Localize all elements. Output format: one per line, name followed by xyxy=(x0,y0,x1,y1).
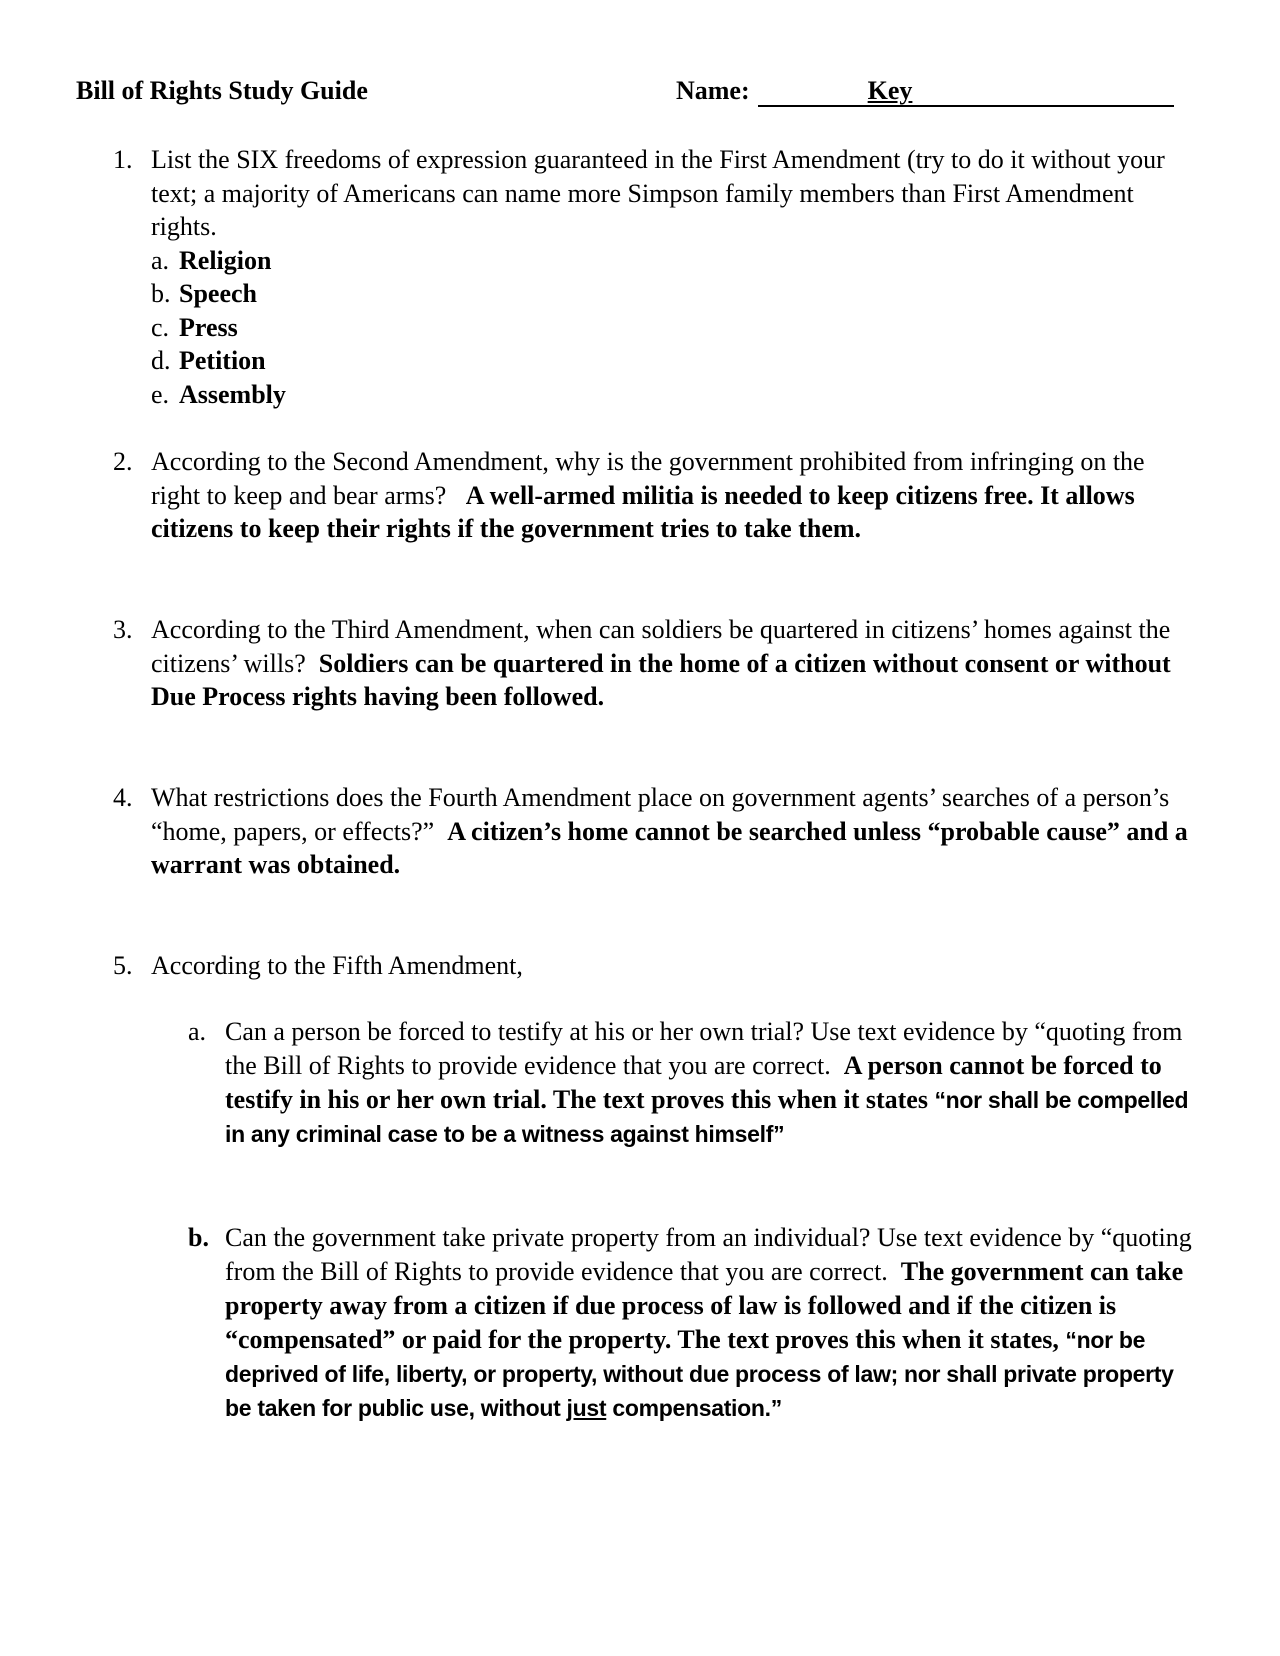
answer-text: A citizen’s home cannot be searched unless “probable cause” and a warrant was obtained. xyxy=(151,816,1188,879)
question-3 xyxy=(113,613,1193,714)
answer-text: Press xyxy=(179,312,238,342)
answer-item xyxy=(151,311,1193,345)
question-prompt: According to the Fifth Amendment, xyxy=(151,951,523,980)
item-letter: a. xyxy=(188,1017,207,1046)
page-title: Bill of Rights Study Guide xyxy=(76,76,368,105)
question-prompt: List the SIX freedoms of expression guaranteed in the First Amendment (try to do it without your text; a majority of Americans can name more Simpson family members than First Amendment rights. xyxy=(151,145,1165,241)
answer-item xyxy=(151,277,1193,311)
question-number: 4. xyxy=(113,783,133,812)
quote-part: “nor be deprived of life, liberty, or property, without due process of law; nor shall private property be taken for public use, without xyxy=(225,1327,1174,1421)
answer-text: The government can take property away from a citizen if due process of law is followed and if the citizen is “compensated” or paid for the property. The text proves this when it states, xyxy=(225,1257,1184,1354)
question-1 xyxy=(113,143,1193,411)
question-prompt: According to the Third Amendment, when can soldiers be quartered in citizens’ homes against the citizens’ wills? xyxy=(151,615,1171,678)
answer-item xyxy=(151,244,1193,278)
question-prompt: What restrictions does the Fourth Amendment place on government agents’ searches of a person’s “home, papers, or effects?” xyxy=(151,783,1170,846)
answer-text: Soldiers can be quartered in the home of a citizen without consent or without Due Process rights having been followed. xyxy=(151,648,1171,711)
item-letter: a. xyxy=(151,245,170,275)
question-5a xyxy=(188,1015,1193,1151)
question-5b xyxy=(188,1221,1193,1425)
name-label: Name: xyxy=(676,76,750,105)
answer-text: A well-armed militia is needed to keep citizens free. It allows citizens to keep their rights if the government tries to take them. xyxy=(151,480,1135,543)
question-4 xyxy=(113,781,1193,882)
answer-text: Petition xyxy=(179,346,266,375)
question-number: 3. xyxy=(113,615,133,644)
question-number: 1. xyxy=(113,145,133,174)
answer-quote: “nor shall be compelled in any criminal case to be a witness against himself” xyxy=(225,1087,1189,1147)
item-letter: e. xyxy=(151,379,170,409)
quote-part: compensation.” xyxy=(612,1395,782,1421)
answer-item xyxy=(151,344,1193,378)
question-2 xyxy=(113,445,1193,546)
answer-text: Religion xyxy=(179,245,272,275)
item-letter: b. xyxy=(188,1223,209,1252)
question-number: 2. xyxy=(113,447,133,476)
item-letter: b. xyxy=(151,279,171,308)
question-5 xyxy=(113,949,1193,983)
question-prompt: Can the government take private property from an individual? Use text evidence by “quoting from the Bill of Rights to provide evidence that you are correct. xyxy=(225,1223,1192,1286)
answer-text: Assembly xyxy=(179,379,286,409)
name-line xyxy=(758,77,1174,107)
name-value: Key xyxy=(867,76,913,105)
answer-text: A person cannot be forced to testify in his or her own trial. The text proves this when it states xyxy=(225,1051,1162,1114)
answer-item xyxy=(151,378,1193,412)
question-prompt: According to the Second Amendment, why is the government prohibited from infringing on the right to keep and bear arms? xyxy=(151,447,1145,510)
question-number: 5. xyxy=(113,951,133,980)
answer-text: Speech xyxy=(179,279,257,308)
item-letter: c. xyxy=(151,312,170,342)
item-letter: d. xyxy=(151,346,171,375)
question-prompt: Can a person be forced to testify at his or her own trial? Use text evidence by “quoting from the Bill of Rights to provide evidence that you are correct. xyxy=(225,1017,1183,1080)
quote-underlined-word: just xyxy=(566,1395,607,1421)
name-field xyxy=(676,76,1174,107)
answer-list xyxy=(151,244,1193,412)
